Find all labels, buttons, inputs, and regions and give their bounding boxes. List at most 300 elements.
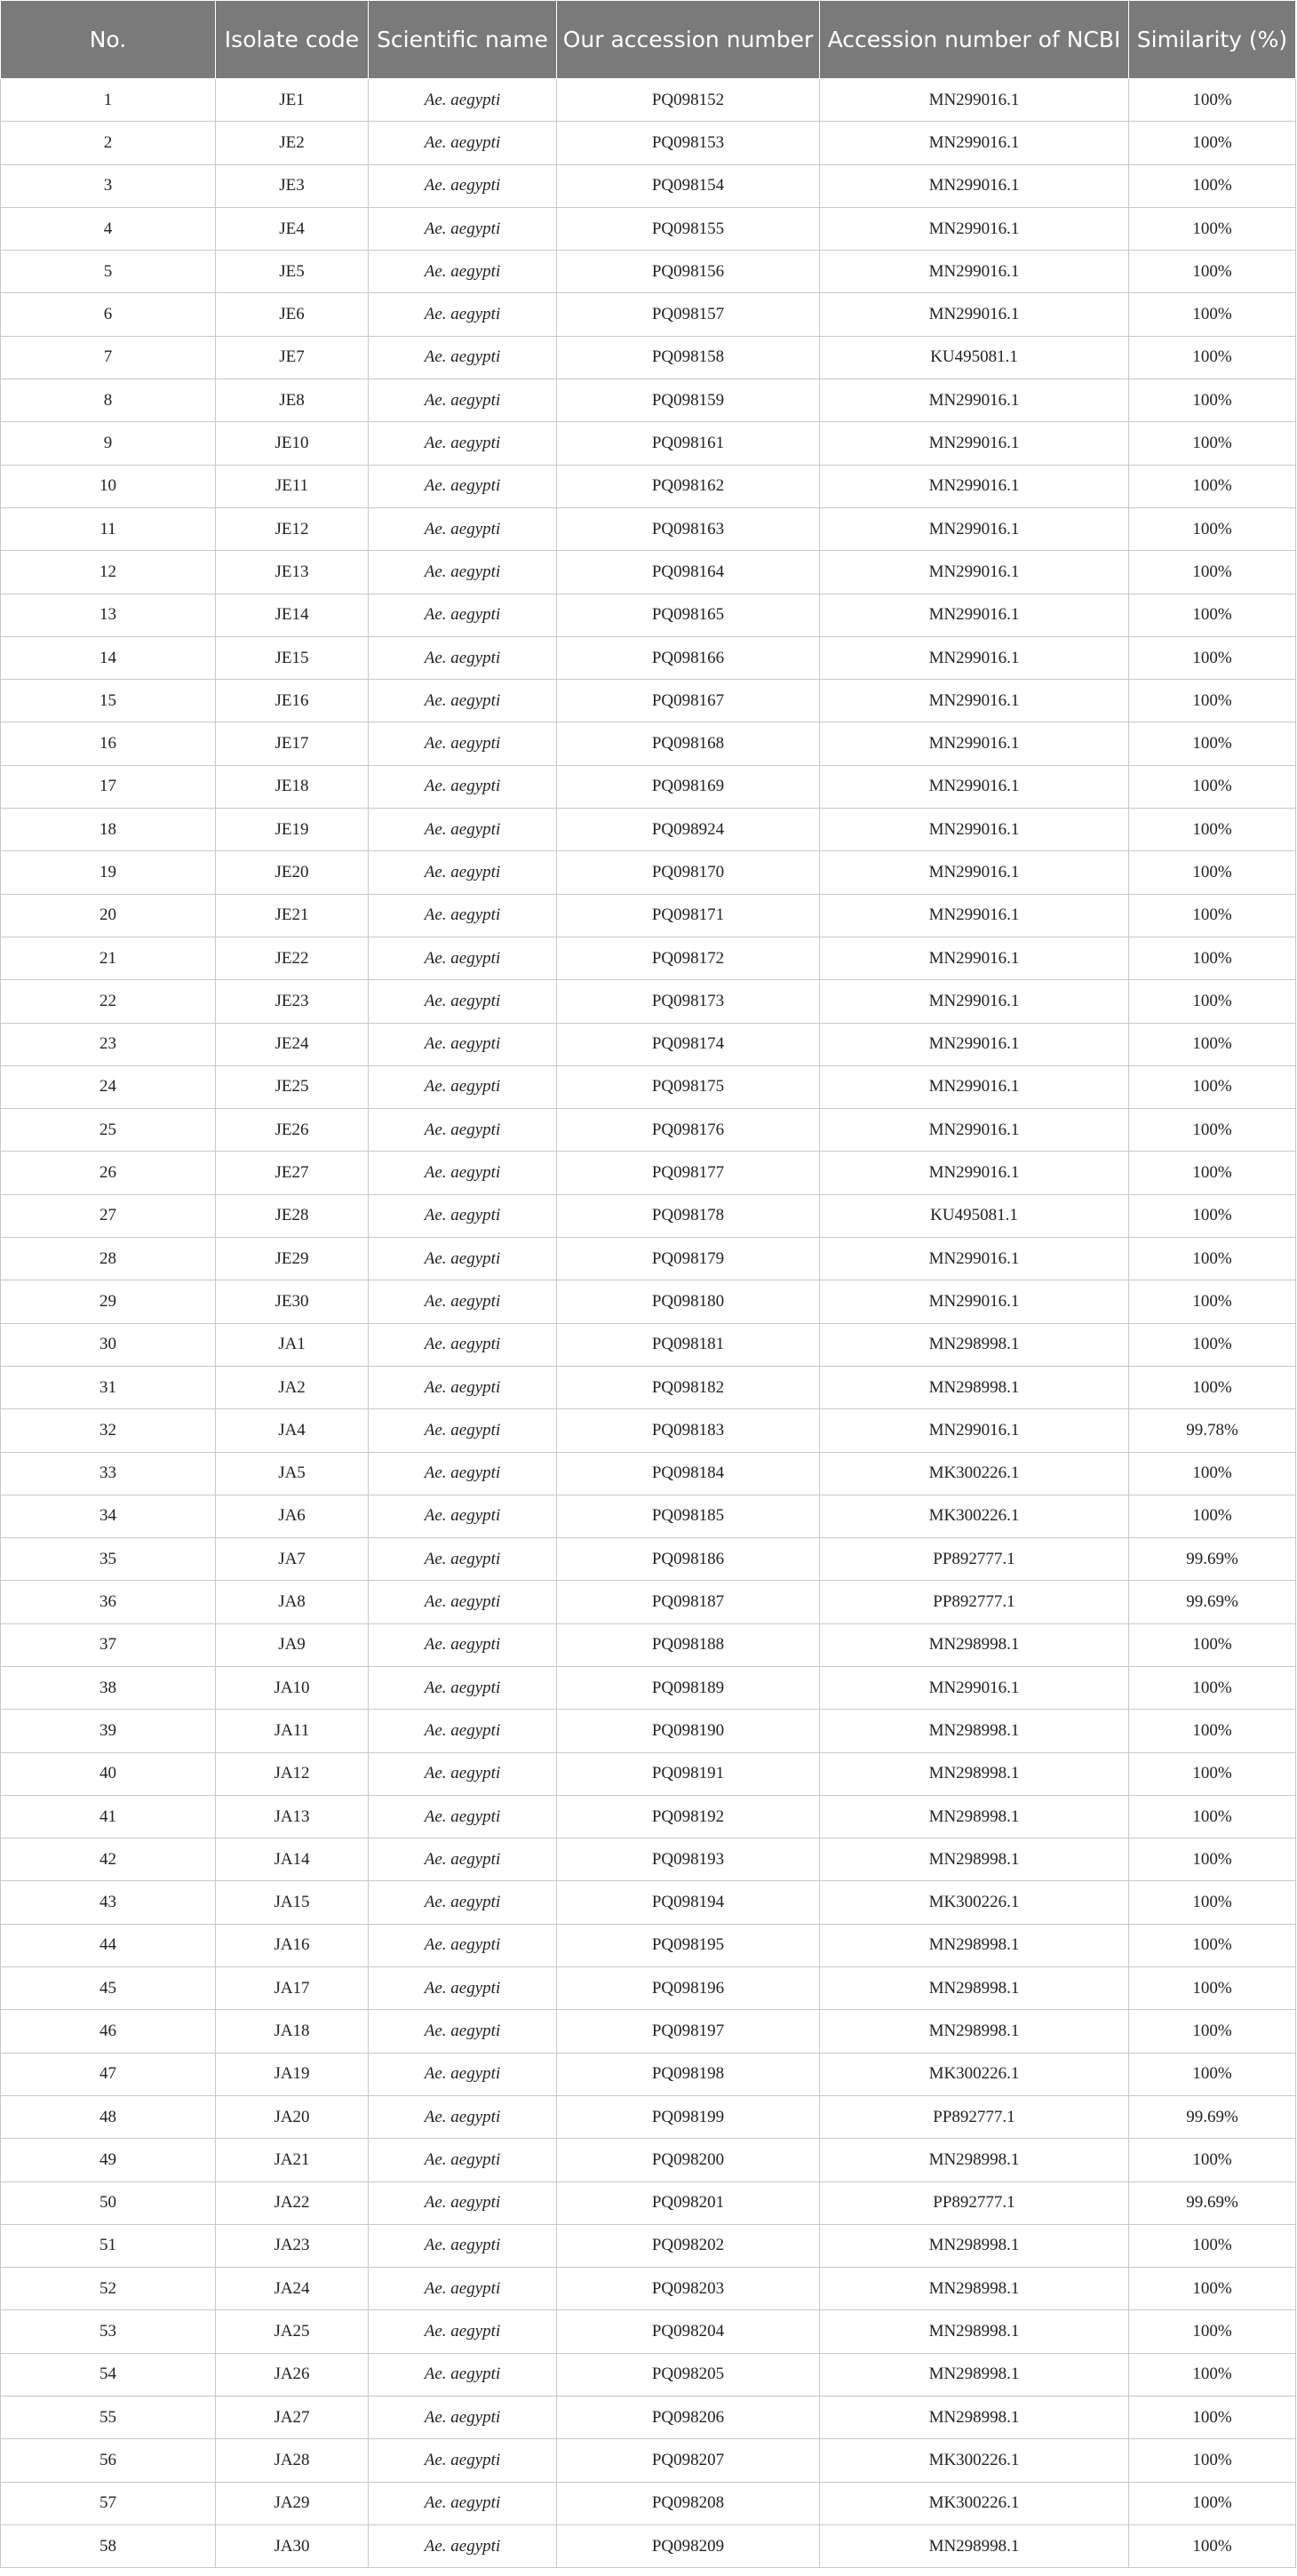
table-row [1, 636, 1296, 679]
cell-our-accession: PQ098153 [557, 122, 820, 164]
cell-ncbi-accession: MN299016.1 [820, 1065, 1129, 1108]
cell-scientific-name: Ae. aegypti [369, 2310, 557, 2353]
cell-similarity: 100% [1129, 2439, 1296, 2482]
cell-isolate-code: JA23 [216, 2224, 369, 2267]
cell-isolate-code: JE29 [216, 1238, 369, 1280]
cell-ncbi-accession: MN299016.1 [820, 722, 1129, 765]
cell-ncbi-accession: MN299016.1 [820, 422, 1129, 465]
cell-similarity: 100% [1129, 1323, 1296, 1366]
cell-isolate-code: JA20 [216, 2095, 369, 2138]
cell-isolate-code: JA15 [216, 1881, 369, 1924]
cell-ncbi-accession: MN298998.1 [820, 1366, 1129, 1408]
cell-scientific-name: Ae. aegypti [369, 2139, 557, 2181]
table-row [1, 1409, 1296, 1452]
cell-similarity: 100% [1129, 551, 1296, 594]
cell-similarity: 100% [1129, 2224, 1296, 2267]
cell-ncbi-accession: MN299016.1 [820, 1666, 1129, 1709]
table-row [1, 1838, 1296, 1881]
table-row [1, 2482, 1296, 2524]
cell-scientific-name: Ae. aegypti [369, 122, 557, 164]
cell-isolate-code: JE3 [216, 164, 369, 207]
cell-no: 17 [1, 765, 216, 808]
cell-isolate-code: JA14 [216, 1838, 369, 1881]
cell-no: 36 [1, 1581, 216, 1623]
cell-isolate-code: JA19 [216, 2053, 369, 2095]
table-row [1, 1538, 1296, 1581]
cell-similarity: 100% [1129, 2053, 1296, 2095]
cell-similarity: 100% [1129, 336, 1296, 379]
cell-no: 3 [1, 164, 216, 207]
table-body [1, 79, 1296, 2568]
cell-scientific-name: Ae. aegypti [369, 594, 557, 636]
cell-similarity: 100% [1129, 1152, 1296, 1194]
cell-similarity: 100% [1129, 1967, 1296, 2010]
table-row [1, 1581, 1296, 1623]
cell-no: 48 [1, 2095, 216, 2138]
cell-scientific-name: Ae. aegypti [369, 2353, 557, 2396]
cell-our-accession: PQ098208 [557, 2482, 820, 2524]
cell-no: 39 [1, 1710, 216, 1752]
cell-scientific-name: Ae. aegypti [369, 1538, 557, 1581]
table-row [1, 1881, 1296, 1924]
cell-no: 27 [1, 1194, 216, 1237]
table-row [1, 722, 1296, 765]
cell-ncbi-accession: MN299016.1 [820, 551, 1129, 594]
cell-our-accession: PQ098209 [557, 2524, 820, 2567]
cell-isolate-code: JE18 [216, 765, 369, 808]
cell-similarity: 100% [1129, 722, 1296, 765]
cell-ncbi-accession: MK300226.1 [820, 1495, 1129, 1537]
cell-ncbi-accession: MN298998.1 [820, 1323, 1129, 1366]
cell-isolate-code: JA24 [216, 2268, 369, 2310]
cell-similarity: 100% [1129, 2268, 1296, 2310]
cell-similarity: 100% [1129, 122, 1296, 164]
cell-ncbi-accession: PP892777.1 [820, 2095, 1129, 2138]
cell-isolate-code: JE27 [216, 1152, 369, 1194]
cell-similarity: 100% [1129, 765, 1296, 808]
table-row [1, 1109, 1296, 1152]
cell-no: 21 [1, 937, 216, 979]
cell-our-accession: PQ098159 [557, 379, 820, 422]
table-row [1, 379, 1296, 422]
cell-scientific-name: Ae. aegypti [369, 1194, 557, 1237]
cell-no: 35 [1, 1538, 216, 1581]
cell-ncbi-accession: MN299016.1 [820, 1409, 1129, 1452]
table-row [1, 2524, 1296, 2567]
cell-isolate-code: JA6 [216, 1495, 369, 1537]
cell-ncbi-accession: PP892777.1 [820, 1538, 1129, 1581]
cell-ncbi-accession: MN299016.1 [820, 379, 1129, 422]
table-row [1, 937, 1296, 979]
table-row [1, 2268, 1296, 2310]
table-row [1, 1623, 1296, 1666]
cell-our-accession: PQ098203 [557, 2268, 820, 2310]
table-row [1, 465, 1296, 507]
cell-scientific-name: Ae. aegypti [369, 465, 557, 507]
cell-our-accession: PQ098180 [557, 1280, 820, 1323]
cell-ncbi-accession: MN298998.1 [820, 1838, 1129, 1881]
cell-similarity: 100% [1129, 1366, 1296, 1408]
cell-our-accession: PQ098200 [557, 2139, 820, 2181]
cell-isolate-code: JE11 [216, 465, 369, 507]
cell-similarity: 100% [1129, 2353, 1296, 2396]
cell-no: 15 [1, 680, 216, 722]
cell-ncbi-accession: MN299016.1 [820, 507, 1129, 550]
cell-ncbi-accession: MN298998.1 [820, 1710, 1129, 1752]
table-row [1, 980, 1296, 1023]
cell-ncbi-accession: MN299016.1 [820, 1238, 1129, 1280]
cell-ncbi-accession: MK300226.1 [820, 2053, 1129, 2095]
cell-similarity: 100% [1129, 1452, 1296, 1495]
cell-isolate-code: JA8 [216, 1581, 369, 1623]
cell-ncbi-accession: MK300226.1 [820, 2439, 1129, 2482]
cell-isolate-code: JE23 [216, 980, 369, 1023]
table-row [1, 79, 1296, 122]
table-row [1, 2053, 1296, 2095]
cell-isolate-code: JE16 [216, 680, 369, 722]
cell-isolate-code: JA12 [216, 1752, 369, 1795]
cell-no: 41 [1, 1795, 216, 1838]
cell-isolate-code: JA27 [216, 2397, 369, 2439]
cell-no: 56 [1, 2439, 216, 2482]
table-row [1, 1152, 1296, 1194]
cell-similarity: 100% [1129, 1238, 1296, 1280]
cell-ncbi-accession: MN298998.1 [820, 1967, 1129, 2010]
cell-isolate-code: JE6 [216, 293, 369, 336]
cell-ncbi-accession: PP892777.1 [820, 2181, 1129, 2224]
table-row [1, 2439, 1296, 2482]
cell-our-accession: PQ098170 [557, 851, 820, 894]
cell-scientific-name: Ae. aegypti [369, 1409, 557, 1452]
cell-our-accession: PQ098186 [557, 1538, 820, 1581]
cell-our-accession: PQ098156 [557, 251, 820, 293]
cell-similarity: 99.69% [1129, 1581, 1296, 1623]
cell-similarity: 100% [1129, 293, 1296, 336]
cell-no: 33 [1, 1452, 216, 1495]
cell-isolate-code: JA2 [216, 1366, 369, 1408]
table-row [1, 1795, 1296, 1838]
cell-our-accession: PQ098192 [557, 1795, 820, 1838]
cell-no: 51 [1, 2224, 216, 2267]
cell-no: 29 [1, 1280, 216, 1323]
table-row [1, 1280, 1296, 1323]
cell-our-accession: PQ098195 [557, 1924, 820, 1966]
cell-our-accession: PQ098175 [557, 1065, 820, 1108]
table-row [1, 809, 1296, 851]
cell-isolate-code: JE28 [216, 1194, 369, 1237]
cell-our-accession: PQ098190 [557, 1710, 820, 1752]
cell-similarity: 100% [1129, 1752, 1296, 1795]
cell-isolate-code: JA4 [216, 1409, 369, 1452]
cell-similarity: 100% [1129, 1023, 1296, 1065]
cell-no: 22 [1, 980, 216, 1023]
cell-isolate-code: JE14 [216, 594, 369, 636]
cell-similarity: 100% [1129, 2397, 1296, 2439]
cell-isolate-code: JE4 [216, 207, 369, 250]
cell-scientific-name: Ae. aegypti [369, 1152, 557, 1194]
cell-our-accession: PQ098167 [557, 680, 820, 722]
cell-scientific-name: Ae. aegypti [369, 722, 557, 765]
cell-scientific-name: Ae. aegypti [369, 1023, 557, 1065]
table-row [1, 1967, 1296, 2010]
cell-isolate-code: JE15 [216, 636, 369, 679]
cell-our-accession: PQ098177 [557, 1152, 820, 1194]
table-row [1, 594, 1296, 636]
cell-scientific-name: Ae. aegypti [369, 207, 557, 250]
cell-our-accession: PQ098158 [557, 336, 820, 379]
cell-scientific-name: Ae. aegypti [369, 1924, 557, 1966]
cell-our-accession: PQ098183 [557, 1409, 820, 1452]
cell-no: 34 [1, 1495, 216, 1537]
cell-ncbi-accession: MN298998.1 [820, 1752, 1129, 1795]
cell-ncbi-accession: MN299016.1 [820, 465, 1129, 507]
header-scientific-name: Scientific name [369, 1, 557, 79]
cell-scientific-name: Ae. aegypti [369, 379, 557, 422]
cell-our-accession: PQ098197 [557, 2010, 820, 2053]
cell-no: 46 [1, 2010, 216, 2053]
cell-scientific-name: Ae. aegypti [369, 1838, 557, 1881]
cell-isolate-code: JE21 [216, 894, 369, 937]
cell-isolate-code: JA25 [216, 2310, 369, 2353]
cell-no: 9 [1, 422, 216, 465]
cell-similarity: 100% [1129, 980, 1296, 1023]
header-ncbi-accession-number: Accession number of NCBI [820, 1, 1129, 79]
cell-our-accession: PQ098187 [557, 1581, 820, 1623]
cell-isolate-code: JA21 [216, 2139, 369, 2181]
cell-similarity: 100% [1129, 2310, 1296, 2353]
cell-ncbi-accession: MN299016.1 [820, 980, 1129, 1023]
cell-scientific-name: Ae. aegypti [369, 2439, 557, 2482]
cell-ncbi-accession: MN298998.1 [820, 2310, 1129, 2353]
cell-no: 26 [1, 1152, 216, 1194]
cell-ncbi-accession: MN299016.1 [820, 1109, 1129, 1152]
cell-ncbi-accession: MN299016.1 [820, 1023, 1129, 1065]
cell-isolate-code: JE22 [216, 937, 369, 979]
cell-isolate-code: JE24 [216, 1023, 369, 1065]
cell-isolate-code: JE12 [216, 507, 369, 550]
cell-similarity: 100% [1129, 680, 1296, 722]
cell-scientific-name: Ae. aegypti [369, 1452, 557, 1495]
cell-scientific-name: Ae. aegypti [369, 2268, 557, 2310]
cell-no: 42 [1, 1838, 216, 1881]
header-no: No. [1, 1, 216, 79]
cell-ncbi-accession: MN298998.1 [820, 1623, 1129, 1666]
cell-scientific-name: Ae. aegypti [369, 422, 557, 465]
table-row [1, 122, 1296, 164]
cell-similarity: 100% [1129, 851, 1296, 894]
cell-scientific-name: Ae. aegypti [369, 551, 557, 594]
table-row [1, 422, 1296, 465]
cell-no: 1 [1, 79, 216, 122]
cell-isolate-code: JE10 [216, 422, 369, 465]
cell-scientific-name: Ae. aegypti [369, 1795, 557, 1838]
table-row [1, 2095, 1296, 2138]
cell-no: 57 [1, 2482, 216, 2524]
cell-scientific-name: Ae. aegypti [369, 1581, 557, 1623]
cell-similarity: 100% [1129, 1666, 1296, 1709]
cell-ncbi-accession: MN299016.1 [820, 207, 1129, 250]
cell-scientific-name: Ae. aegypti [369, 937, 557, 979]
cell-scientific-name: Ae. aegypti [369, 2397, 557, 2439]
cell-scientific-name: Ae. aegypti [369, 2224, 557, 2267]
table-header [1, 1, 1296, 79]
cell-scientific-name: Ae. aegypti [369, 1238, 557, 1280]
cell-our-accession: PQ098168 [557, 722, 820, 765]
cell-isolate-code: JE5 [216, 251, 369, 293]
cell-isolate-code: JA10 [216, 1666, 369, 1709]
cell-no: 12 [1, 551, 216, 594]
cell-our-accession: PQ098924 [557, 809, 820, 851]
cell-our-accession: PQ098182 [557, 1366, 820, 1408]
cell-scientific-name: Ae. aegypti [369, 164, 557, 207]
cell-scientific-name: Ae. aegypti [369, 1623, 557, 1666]
cell-ncbi-accession: MN299016.1 [820, 293, 1129, 336]
cell-similarity: 100% [1129, 207, 1296, 250]
cell-our-accession: PQ098166 [557, 636, 820, 679]
table-row [1, 1194, 1296, 1237]
cell-no: 49 [1, 2139, 216, 2181]
cell-no: 31 [1, 1366, 216, 1408]
cell-isolate-code: JA18 [216, 2010, 369, 2053]
cell-ncbi-accession: MN298998.1 [820, 2397, 1129, 2439]
cell-isolate-code: JE8 [216, 379, 369, 422]
table-row [1, 507, 1296, 550]
cell-scientific-name: Ae. aegypti [369, 1366, 557, 1408]
cell-similarity: 100% [1129, 379, 1296, 422]
table-row [1, 2353, 1296, 2396]
cell-similarity: 100% [1129, 636, 1296, 679]
cell-similarity: 100% [1129, 1495, 1296, 1537]
cell-no: 2 [1, 122, 216, 164]
cell-isolate-code: JE1 [216, 79, 369, 122]
cell-isolate-code: JE2 [216, 122, 369, 164]
cell-scientific-name: Ae. aegypti [369, 1752, 557, 1795]
cell-similarity: 100% [1129, 1795, 1296, 1838]
cell-ncbi-accession: MN299016.1 [820, 937, 1129, 979]
cell-isolate-code: JA28 [216, 2439, 369, 2482]
table-row [1, 2397, 1296, 2439]
cell-our-accession: PQ098161 [557, 422, 820, 465]
cell-isolate-code: JA22 [216, 2181, 369, 2224]
cell-similarity: 100% [1129, 1623, 1296, 1666]
cell-no: 14 [1, 636, 216, 679]
cell-similarity: 100% [1129, 251, 1296, 293]
cell-scientific-name: Ae. aegypti [369, 2095, 557, 2138]
cell-scientific-name: Ae. aegypti [369, 293, 557, 336]
table-row [1, 2139, 1296, 2181]
cell-scientific-name: Ae. aegypti [369, 1967, 557, 2010]
table-row [1, 2010, 1296, 2053]
cell-our-accession: PQ098169 [557, 765, 820, 808]
cell-ncbi-accession: KU495081.1 [820, 336, 1129, 379]
cell-ncbi-accession: MK300226.1 [820, 1881, 1129, 1924]
cell-ncbi-accession: MN299016.1 [820, 765, 1129, 808]
cell-no: 45 [1, 1967, 216, 2010]
cell-ncbi-accession: MK300226.1 [820, 2482, 1129, 2524]
cell-no: 38 [1, 1666, 216, 1709]
cell-no: 20 [1, 894, 216, 937]
cell-ncbi-accession: MN299016.1 [820, 851, 1129, 894]
cell-similarity: 100% [1129, 465, 1296, 507]
cell-no: 28 [1, 1238, 216, 1280]
cell-no: 53 [1, 2310, 216, 2353]
cell-no: 25 [1, 1109, 216, 1152]
cell-scientific-name: Ae. aegypti [369, 336, 557, 379]
table-row [1, 1495, 1296, 1537]
cell-our-accession: PQ098201 [557, 2181, 820, 2224]
cell-isolate-code: JE26 [216, 1109, 369, 1152]
cell-our-accession: PQ098207 [557, 2439, 820, 2482]
cell-our-accession: PQ098178 [557, 1194, 820, 1237]
cell-our-accession: PQ098181 [557, 1323, 820, 1366]
cell-our-accession: PQ098205 [557, 2353, 820, 2396]
cell-ncbi-accession: MN299016.1 [820, 1152, 1129, 1194]
table-row [1, 1238, 1296, 1280]
cell-isolate-code: JE19 [216, 809, 369, 851]
cell-scientific-name: Ae. aegypti [369, 1666, 557, 1709]
cell-our-accession: PQ098162 [557, 465, 820, 507]
cell-our-accession: PQ098188 [557, 1623, 820, 1666]
cell-no: 4 [1, 207, 216, 250]
cell-similarity: 100% [1129, 1194, 1296, 1237]
cell-our-accession: PQ098173 [557, 980, 820, 1023]
cell-no: 11 [1, 507, 216, 550]
cell-scientific-name: Ae. aegypti [369, 851, 557, 894]
table-row [1, 293, 1296, 336]
table-row [1, 207, 1296, 250]
table-row [1, 2310, 1296, 2353]
cell-isolate-code: JA17 [216, 1967, 369, 2010]
cell-no: 58 [1, 2524, 216, 2567]
cell-scientific-name: Ae. aegypti [369, 1710, 557, 1752]
cell-similarity: 100% [1129, 1065, 1296, 1108]
cell-isolate-code: JA1 [216, 1323, 369, 1366]
cell-similarity: 100% [1129, 2524, 1296, 2567]
cell-similarity: 100% [1129, 894, 1296, 937]
table-row [1, 2181, 1296, 2224]
cell-our-accession: PQ098163 [557, 507, 820, 550]
cell-scientific-name: Ae. aegypti [369, 2053, 557, 2095]
cell-scientific-name: Ae. aegypti [369, 507, 557, 550]
table-row [1, 251, 1296, 293]
cell-our-accession: PQ098185 [557, 1495, 820, 1537]
cell-no: 7 [1, 336, 216, 379]
cell-ncbi-accession: MN299016.1 [820, 251, 1129, 293]
cell-ncbi-accession: MN299016.1 [820, 809, 1129, 851]
cell-isolate-code: JE20 [216, 851, 369, 894]
cell-scientific-name: Ae. aegypti [369, 2524, 557, 2567]
cell-similarity: 100% [1129, 1924, 1296, 1966]
cell-our-accession: PQ098196 [557, 1967, 820, 2010]
header-similarity: Similarity (%) [1129, 1, 1296, 79]
header-our-accession-number: Our accession number [557, 1, 820, 79]
cell-our-accession: PQ098176 [557, 1109, 820, 1152]
cell-no: 32 [1, 1409, 216, 1452]
table-row [1, 680, 1296, 722]
cell-ncbi-accession: MN298998.1 [820, 2010, 1129, 2053]
cell-similarity: 100% [1129, 79, 1296, 122]
table-row [1, 164, 1296, 207]
cell-isolate-code: JA30 [216, 2524, 369, 2567]
cell-scientific-name: Ae. aegypti [369, 1495, 557, 1537]
cell-our-accession: PQ098172 [557, 937, 820, 979]
cell-isolate-code: JA5 [216, 1452, 369, 1495]
cell-ncbi-accession: MN299016.1 [820, 894, 1129, 937]
cell-isolate-code: JA13 [216, 1795, 369, 1838]
cell-our-accession: PQ098152 [557, 79, 820, 122]
cell-scientific-name: Ae. aegypti [369, 1280, 557, 1323]
table-row [1, 336, 1296, 379]
